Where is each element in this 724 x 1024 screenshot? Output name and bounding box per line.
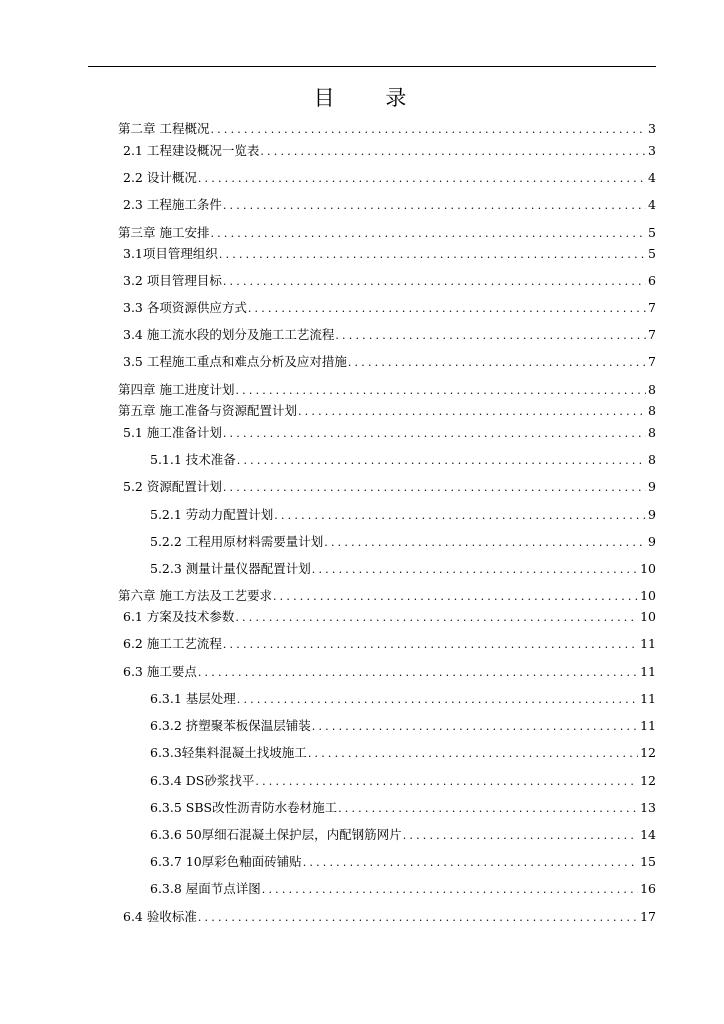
- toc-entry-page: 15: [640, 854, 656, 869]
- toc-entry[interactable]: [150, 718, 656, 735]
- toc-entry-label: 3.1项目管理组织: [123, 246, 218, 261]
- toc-entry-page: 10: [640, 588, 656, 603]
- toc-entry-label: 6.3.4 DS砂浆找平: [150, 773, 255, 788]
- toc-entry-page: 11: [640, 636, 656, 651]
- toc-entry[interactable]: [123, 354, 656, 371]
- toc-leader-dots: [223, 480, 646, 496]
- toc-leader-dots: [198, 665, 638, 681]
- toc-entry-label: 3.5 工程施工重点和难点分析及应对措施: [123, 354, 347, 369]
- toc-entry-label: 第六章 施工方法及工艺要求: [118, 588, 272, 603]
- toc-entry[interactable]: [150, 507, 656, 524]
- toc-leader-dots: [338, 801, 638, 817]
- toc-entry[interactable]: [118, 121, 656, 138]
- toc-entry-page: 11: [640, 718, 656, 733]
- toc-entry-label: 5.1 施工准备计划: [123, 425, 222, 440]
- toc-entry-label: 5.2.2 工程用原材料需要量计划: [150, 534, 324, 549]
- toc-entry-page: 11: [640, 691, 656, 706]
- toc-entry-label: 第五章 施工准备与资源配置计划: [118, 403, 297, 418]
- toc-entry-label: 6.3.5 SBS改性沥青防水卷材施工: [150, 800, 338, 815]
- toc-entry-label: 6.3 施工要点: [123, 664, 197, 679]
- toc-entry-page: 16: [640, 881, 656, 896]
- toc-entry-label: 6.2 施工工艺流程: [123, 636, 222, 651]
- toc-leader-dots: [235, 383, 646, 399]
- toc-leader-dots: [348, 355, 646, 371]
- toc-leader-dots: [248, 301, 646, 317]
- toc-entry-page: 7: [648, 300, 656, 315]
- toc-leader-dots: [198, 910, 638, 926]
- toc-entry-label: 3.3 各项资源供应方式: [123, 300, 247, 315]
- toc-entry[interactable]: [150, 773, 656, 790]
- toc-entry[interactable]: [123, 197, 656, 214]
- toc-entry[interactable]: [150, 534, 656, 551]
- toc-entry-label: 6.3.2 挤塑聚苯板保温层铺装: [150, 718, 311, 733]
- toc-entry-page: 8: [648, 452, 656, 467]
- toc-leader-dots: [335, 328, 646, 344]
- toc-entry-page: 3: [648, 121, 656, 136]
- toc-entry[interactable]: [150, 800, 656, 817]
- toc-leader-dots: [324, 535, 646, 551]
- toc-entry[interactable]: [123, 143, 656, 160]
- toc-entry-page: 9: [648, 479, 656, 494]
- toc-entry-label: 2.3 工程施工条件: [123, 197, 222, 212]
- toc-leader-dots: [308, 746, 638, 762]
- toc-entry-label: 6.3.7 10厚彩色釉面砖铺贴: [150, 854, 302, 869]
- toc-entry[interactable]: [123, 425, 656, 442]
- toc-leader-dots: [237, 692, 638, 708]
- toc-leader-dots: [260, 144, 646, 160]
- toc-entry[interactable]: [150, 854, 656, 871]
- toc-entry-label: 6.4 验收标准: [123, 909, 197, 924]
- toc-entry-label: 6.3.8 屋面节点详图: [150, 881, 261, 896]
- toc-entry-page: 7: [648, 354, 656, 369]
- toc-entry[interactable]: [150, 827, 656, 844]
- toc-entry-label: 3.2 项目管理目标: [123, 273, 222, 288]
- toc-entry[interactable]: [123, 273, 656, 290]
- toc-entry[interactable]: [123, 609, 656, 626]
- toc-leader-dots: [303, 855, 638, 871]
- toc-leader-dots: [403, 828, 638, 844]
- toc-entry[interactable]: [150, 881, 656, 898]
- toc-entry-page: 13: [640, 800, 656, 815]
- toc-entry-page: 8: [648, 425, 656, 440]
- toc-entry-page: 14: [640, 827, 656, 842]
- toc-title: 目 录: [313, 86, 429, 110]
- toc-entry-page: 9: [648, 507, 656, 522]
- toc-entry[interactable]: [123, 909, 656, 926]
- toc-entry[interactable]: [150, 691, 656, 708]
- toc-entry[interactable]: [123, 170, 656, 187]
- toc-leader-dots: [198, 171, 646, 187]
- toc-entry-page: 3: [648, 143, 656, 158]
- toc-entry-label: 第四章 施工进度计划: [118, 382, 235, 397]
- toc-entry-label: 6.3.3轻集料混凝土找坡施工: [150, 745, 307, 760]
- toc-entry[interactable]: [118, 382, 656, 399]
- toc-entry-page: 9: [648, 534, 656, 549]
- toc-entry[interactable]: [150, 745, 656, 762]
- toc-leader-dots: [255, 774, 638, 790]
- toc-entry-label: 6.3.1 基层处理: [150, 691, 236, 706]
- toc-leader-dots: [210, 226, 646, 242]
- toc-entry[interactable]: [123, 664, 656, 681]
- toc-leader-dots: [235, 610, 638, 626]
- toc-entry-label: 2.2 设计概况: [123, 170, 197, 185]
- toc-entry-label: 5.2.1 劳动力配置计划: [150, 507, 274, 522]
- toc-entry-page: 4: [648, 170, 656, 185]
- toc-entry-page: 17: [640, 909, 656, 924]
- toc-entry[interactable]: [118, 403, 656, 420]
- toc-leader-dots: [223, 198, 646, 214]
- toc-entry-page: 5: [648, 246, 656, 261]
- toc-entry[interactable]: [123, 636, 656, 653]
- toc-entry[interactable]: [150, 561, 656, 578]
- toc-entry-page: 10: [640, 561, 656, 576]
- toc-entry-label: 5.2 资源配置计划: [123, 479, 222, 494]
- toc-entry-page: 12: [640, 745, 656, 760]
- toc-leader-dots: [219, 247, 646, 263]
- toc-entry[interactable]: [123, 300, 656, 317]
- toc-entry[interactable]: [118, 225, 656, 242]
- toc-leader-dots: [210, 122, 646, 138]
- toc-leader-dots: [312, 719, 638, 735]
- toc-leader-dots: [298, 404, 646, 420]
- toc-leader-dots: [223, 274, 646, 290]
- toc-entry-label: 5.2.3 测量计量仪器配置计划: [150, 561, 311, 576]
- toc-entry[interactable]: [123, 246, 656, 263]
- toc-entry-page: 8: [648, 382, 656, 397]
- toc-entry-label: 5.1.1 技术准备: [150, 452, 236, 467]
- toc-leader-dots: [274, 508, 646, 524]
- toc-entry-label: 2.1 工程建设概况一览表: [123, 143, 260, 158]
- toc-entry-page: 12: [640, 773, 656, 788]
- toc-leader-dots: [273, 589, 638, 605]
- toc-leader-dots: [312, 562, 638, 578]
- toc-leader-dots: [237, 453, 646, 469]
- toc-entry-label: 6.1 方案及技术参数: [123, 609, 235, 624]
- toc-entry-page: 10: [640, 609, 656, 624]
- toc-entry[interactable]: [123, 479, 656, 496]
- toc-entry-page: 8: [648, 403, 656, 418]
- toc-entry-label: 第二章 工程概况: [118, 121, 210, 136]
- toc-entry-page: 11: [640, 664, 656, 679]
- toc-entry-page: 6: [648, 273, 656, 288]
- toc-leader-dots: [223, 426, 646, 442]
- toc-entry[interactable]: [123, 327, 656, 344]
- toc-entry-label: 第三章 施工安排: [118, 225, 210, 240]
- toc-leader-dots: [223, 637, 638, 653]
- toc-entry-page: 7: [648, 327, 656, 342]
- toc-entry-label: 6.3.6 50厚细石混凝土保护层，内配钢筋网片: [150, 827, 402, 842]
- toc-entry[interactable]: [118, 588, 656, 605]
- toc-entry-label: 3.4 施工流水段的划分及施工工艺流程: [123, 327, 335, 342]
- toc-leader-dots: [262, 882, 638, 898]
- toc-entry-page: 5: [648, 225, 656, 240]
- toc-entry[interactable]: [150, 452, 656, 469]
- toc-entry-page: 4: [648, 197, 656, 212]
